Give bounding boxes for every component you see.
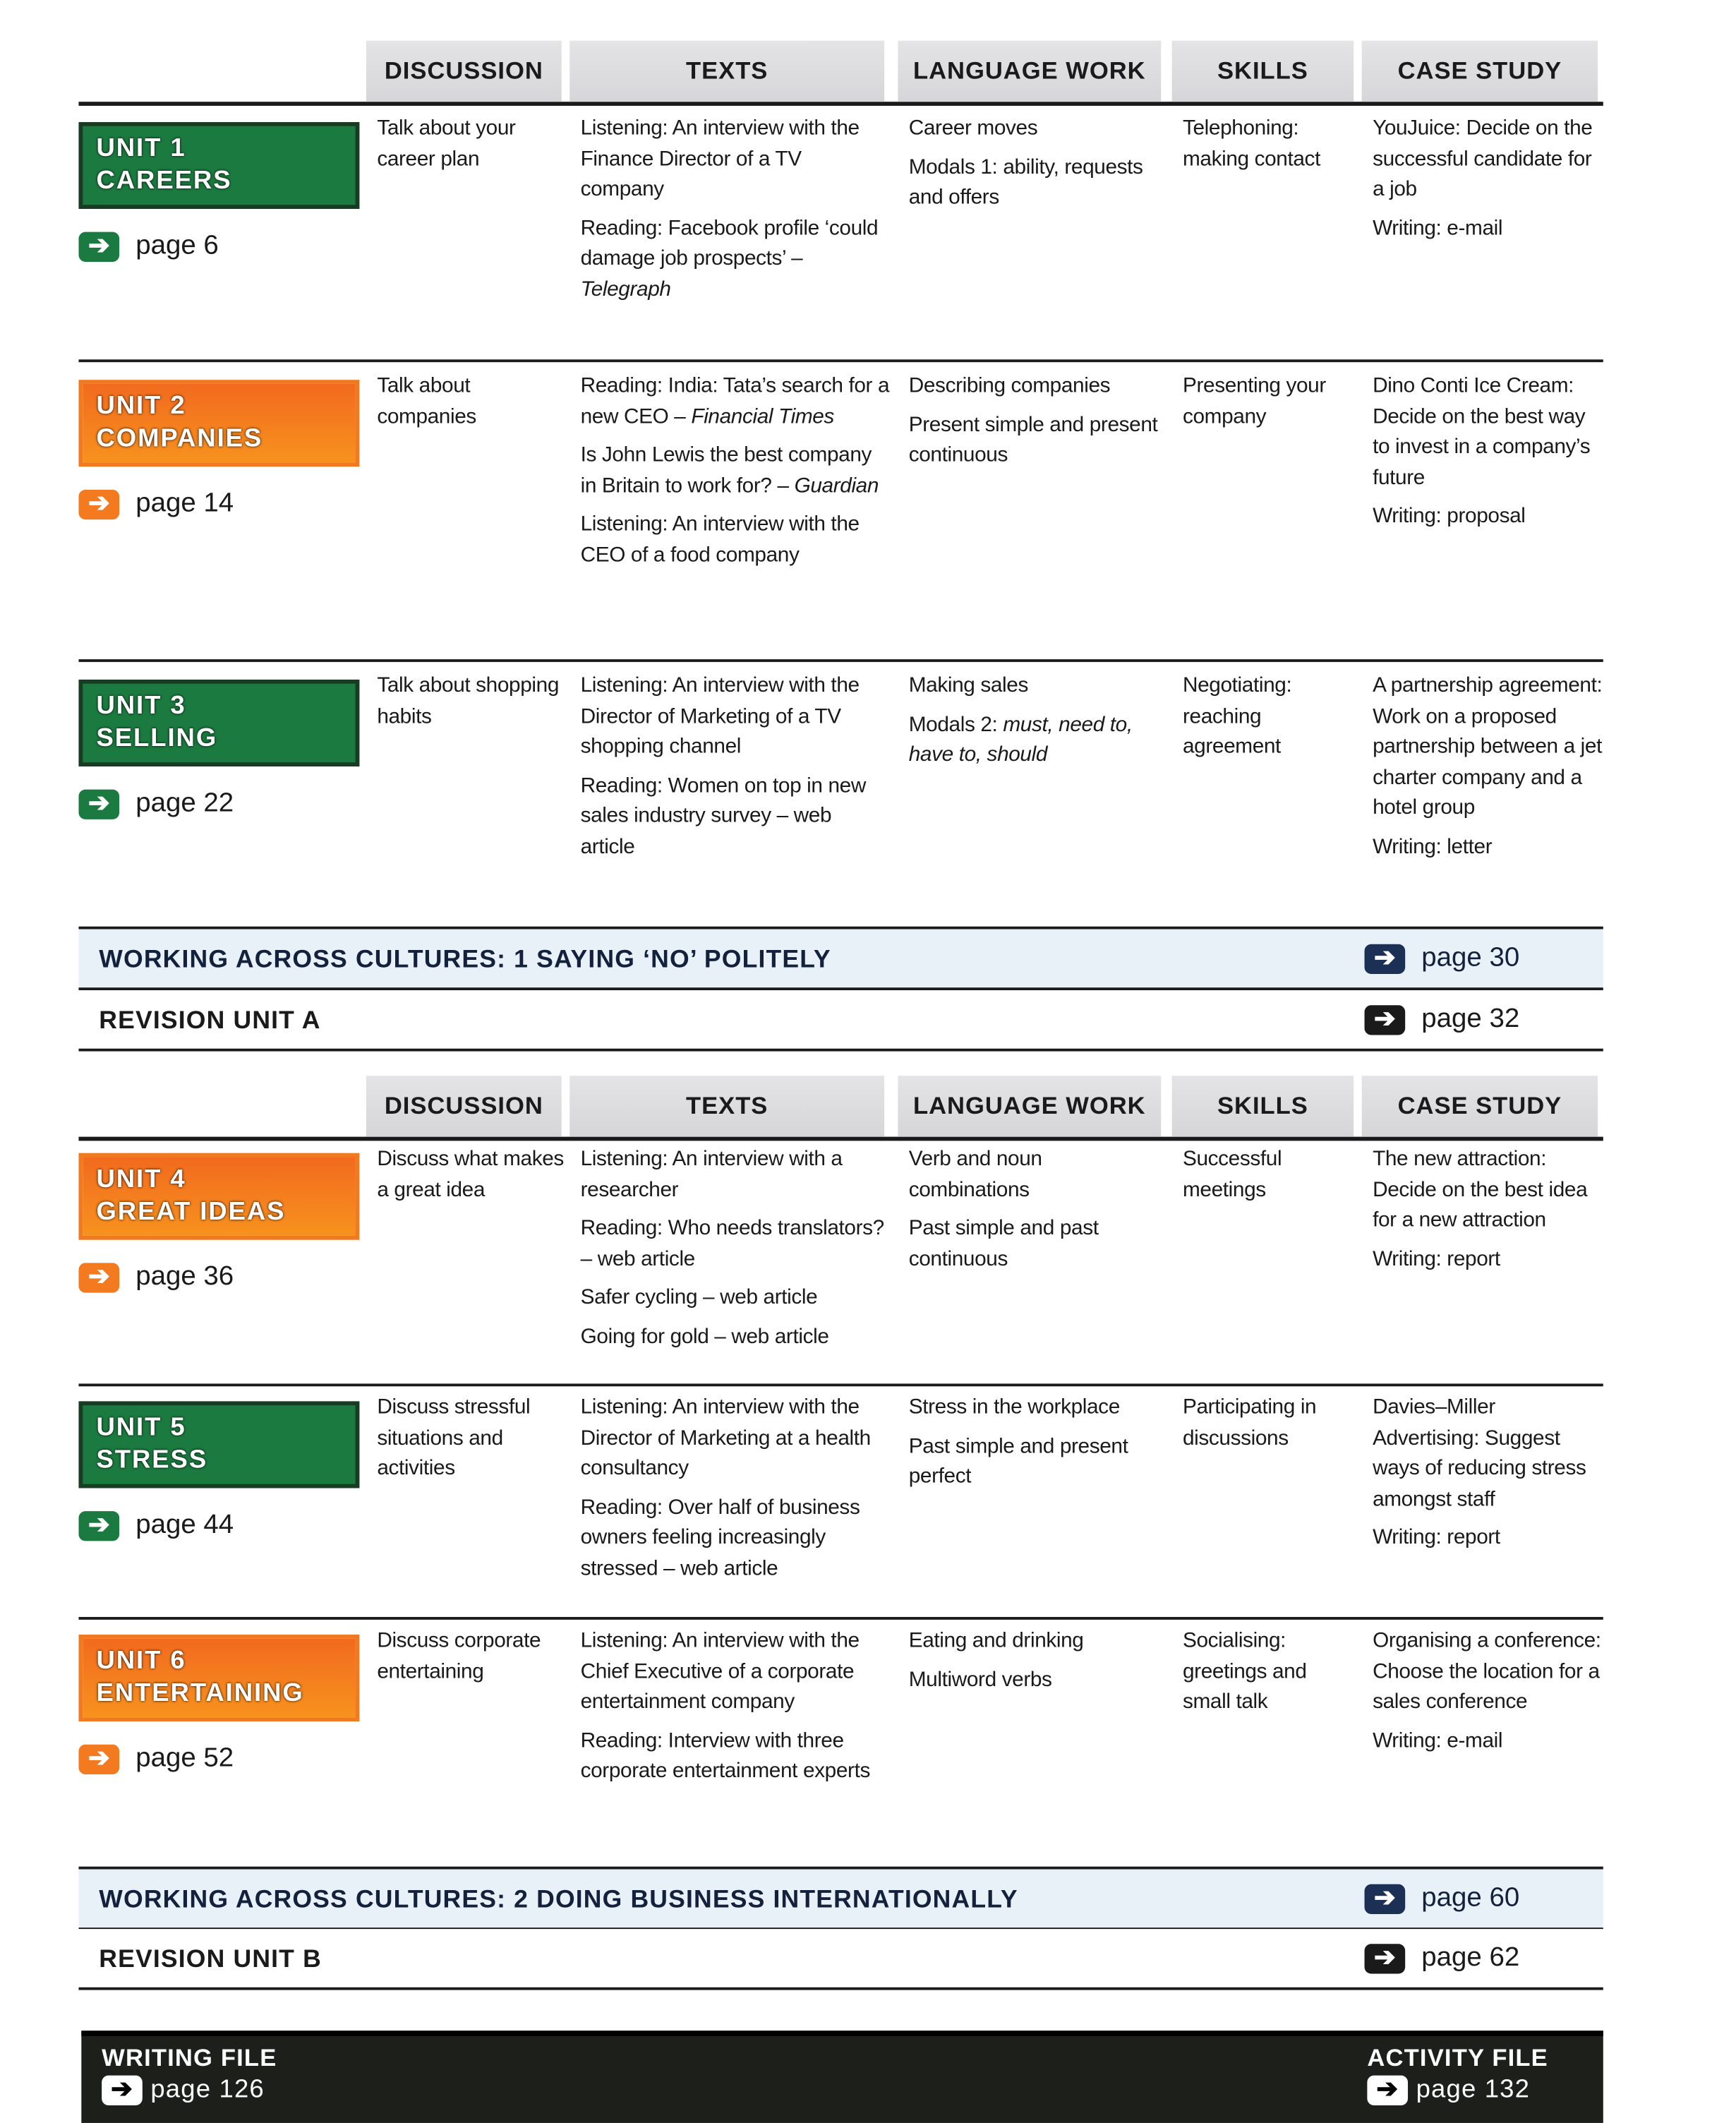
paragraph-text: Writing: e-mail (1373, 1728, 1503, 1752)
paragraph-text: Reading: Who needs translators? – web article (580, 1217, 884, 1270)
cell-texts (581, 114, 890, 313)
cell-paragraph (1373, 671, 1603, 824)
cell-paragraph (1373, 1393, 1603, 1515)
cell-case-study (1373, 1626, 1603, 1764)
paragraph-text: Career moves (908, 116, 1038, 140)
arrow-right-icon: ➔ (1365, 1004, 1406, 1034)
unit-title-box[interactable] (78, 1635, 359, 1721)
arrow-right-icon: ➔ (78, 789, 119, 819)
paragraph-text: Successful meetings (1182, 1148, 1282, 1201)
cell-paragraph (581, 372, 890, 433)
cell-paragraph (581, 114, 890, 205)
cell-language-work (909, 1393, 1167, 1501)
cell-paragraph (377, 1393, 567, 1485)
unit-title-box[interactable] (78, 1401, 359, 1488)
cell-paragraph (377, 671, 567, 732)
paragraph-text: Listening: An interview with the CEO of a food company (580, 512, 860, 567)
arrow-right-icon: ➔ (102, 2076, 143, 2105)
cell-texts (581, 1626, 890, 1795)
arrow-right-icon: ➔ (78, 1744, 119, 1774)
unit-number: UNIT 1 (96, 134, 186, 163)
working-across-cultures-row[interactable] (78, 930, 1603, 990)
paragraph-text: Past simple and present perfect (908, 1434, 1128, 1488)
cell-case-study (1373, 671, 1603, 871)
page-number: page 30 (1421, 942, 1520, 973)
paragraph-text: Modals 2: (908, 713, 1003, 736)
arrow-right-icon: ➔ (78, 489, 119, 519)
column-header-discussion: DISCUSSION (366, 1076, 562, 1136)
column-header-discussion: DISCUSSION (366, 41, 562, 102)
paragraph-text: Modals 1: ability, requests and offers (908, 155, 1143, 209)
arrow-right-icon: ➔ (1365, 1943, 1406, 1973)
cell-paragraph (581, 510, 890, 571)
paragraph-text: Is John Lewis the best company in Britain to work for? – (580, 443, 872, 498)
cell-discussion (377, 1393, 567, 1493)
paragraph-text: Reading: India: Tata’s search for a new CEO – (580, 374, 890, 428)
cell-skills (1183, 1626, 1359, 1726)
cell-texts (581, 1393, 890, 1593)
cell-paragraph (909, 1432, 1167, 1493)
cell-paragraph (581, 1322, 890, 1352)
paragraph-source: Financial Times (691, 404, 834, 428)
paragraph-text: Writing: report (1373, 1247, 1500, 1270)
page-number: page 44 (135, 1510, 234, 1540)
cell-paragraph (1183, 372, 1359, 433)
page-number: page 6 (135, 230, 219, 261)
cell-language-work (909, 1145, 1167, 1283)
cell-paragraph (581, 771, 890, 863)
cell-paragraph (1373, 1244, 1603, 1275)
cell-paragraph (1183, 1626, 1359, 1718)
paragraph-text: Socialising: greetings and small talk (1182, 1629, 1307, 1714)
cell-skills (1183, 1393, 1359, 1462)
cell-paragraph (909, 114, 1167, 144)
column-header-language-work: LANGUAGE WORK (898, 41, 1161, 102)
cell-paragraph (581, 1493, 890, 1584)
cell-paragraph (1183, 114, 1359, 174)
paragraph-text: Writing: proposal (1373, 504, 1526, 528)
paragraph-text: Safer cycling – web article (580, 1286, 818, 1309)
arrow-right-icon: ➔ (1365, 944, 1406, 973)
cell-paragraph (1183, 1393, 1359, 1454)
page-number: page 32 (1421, 1004, 1520, 1034)
unit-page-link[interactable] (78, 231, 218, 262)
cell-skills (1183, 1145, 1359, 1214)
cell-skills (1183, 114, 1359, 183)
column-header-row (78, 41, 1603, 106)
cell-skills (1183, 372, 1359, 441)
page-number: page 126 (150, 2075, 265, 2105)
arrow-right-icon: ➔ (1365, 1884, 1406, 1913)
paragraph-source: Guardian (794, 474, 879, 498)
paragraph-text: Reading: Facebook profile ‘could damage job prospects’ – (580, 216, 879, 270)
paragraph-text: YouJuice: Decide on the successful candidate for a job (1373, 116, 1593, 201)
paragraph-source: must, need to, have to, should (908, 713, 1133, 766)
paragraph-text: Reading: Over half of business owners feeling increasingly stressed – web article (580, 1496, 860, 1580)
unit-number: UNIT 2 (96, 392, 186, 421)
cell-discussion (377, 114, 567, 183)
band-label: REVISION UNIT A (99, 1004, 321, 1033)
unit-row (78, 363, 1603, 662)
cell-texts (581, 372, 890, 579)
band-label: WORKING ACROSS CULTURES: 2 DOING BUSINESS INTERNATIONALLY (99, 1883, 1018, 1913)
unit-title-box[interactable] (78, 380, 359, 467)
paragraph-text: Going for gold – web article (580, 1324, 829, 1348)
cell-paragraph (581, 1393, 890, 1485)
paragraph-source: Telegraph (580, 277, 671, 301)
cell-paragraph (909, 410, 1167, 471)
unit-page-link[interactable] (78, 488, 234, 519)
paragraph-text: Listening: An interview with the Chief Executive of a corporate entertainment company (580, 1629, 860, 1714)
paragraph-text: Writing: report (1373, 1526, 1500, 1549)
unit-name: ENTERTAINING (96, 1679, 304, 1708)
paragraph-text: Listening: An interview with the Director of Marketing of a TV shopping channel (580, 674, 860, 759)
paragraph-text: Present simple and present continuous (908, 413, 1158, 467)
cell-paragraph (581, 1626, 890, 1718)
cell-paragraph (909, 152, 1167, 213)
cell-paragraph (909, 1214, 1167, 1275)
cell-paragraph (1373, 1626, 1603, 1718)
unit-title-box[interactable] (78, 122, 359, 209)
cell-paragraph (581, 441, 890, 502)
band-page-link[interactable] (1365, 1942, 1520, 1973)
paragraph-text: Past simple and past continuous (908, 1217, 1099, 1270)
footer-band (81, 2031, 1603, 2123)
cell-language-work (909, 1626, 1167, 1704)
cell-paragraph (909, 1626, 1167, 1656)
revision-unit-row[interactable] (78, 1929, 1603, 1990)
cell-paragraph (1373, 1145, 1603, 1237)
paragraph-text: Participating in discussions (1182, 1395, 1317, 1450)
page-number: page 60 (1421, 1882, 1520, 1913)
paragraph-text: Discuss stressful situations and activities (377, 1395, 531, 1480)
paragraph-text: Talk about companies (377, 374, 476, 428)
cell-paragraph (1373, 1726, 1603, 1757)
page-number: page 132 (1416, 2075, 1531, 2105)
column-header-skills: SKILLS (1172, 1076, 1354, 1136)
cell-paragraph (377, 1626, 567, 1687)
unit-title-box[interactable] (78, 1153, 359, 1240)
paragraph-text: Writing: letter (1373, 834, 1493, 858)
unit-row (78, 1385, 1603, 1620)
page-number: page 52 (135, 1743, 234, 1774)
paragraph-text: Stress in the workplace (908, 1395, 1120, 1419)
paragraph-text: Verb and noun combinations (908, 1148, 1042, 1201)
cell-paragraph (377, 1145, 567, 1205)
cell-paragraph (909, 1393, 1167, 1424)
paragraph-text: Organising a conference: Choose the location for a sales conference (1373, 1629, 1601, 1714)
cell-paragraph (377, 372, 567, 433)
paragraph-text: Discuss what makes a great idea (377, 1148, 564, 1201)
paragraph-text: Multiword verbs (908, 1668, 1052, 1691)
cell-paragraph (1373, 502, 1603, 532)
unit-page-link[interactable] (78, 1261, 234, 1292)
cell-paragraph (909, 710, 1167, 771)
cell-language-work (909, 114, 1167, 222)
cell-paragraph (1373, 832, 1603, 862)
paragraph-text: Writing: e-mail (1373, 216, 1503, 240)
unit-number: UNIT 4 (96, 1165, 186, 1194)
band-label: REVISION UNIT B (99, 1943, 322, 1972)
cell-paragraph (1183, 1145, 1359, 1205)
paragraph-text: Listening: An interview with the Finance Director of a TV company (580, 116, 860, 201)
column-header-row (78, 1076, 1603, 1141)
unit-name: GREAT IDEAS (96, 1198, 286, 1227)
paragraph-text: Talk about shopping habits (377, 674, 560, 728)
cell-paragraph (1373, 114, 1603, 205)
page-link[interactable] (1367, 2076, 1548, 2105)
page-number: page 14 (135, 488, 234, 519)
cell-skills (1183, 671, 1359, 771)
band-page-link[interactable] (1365, 943, 1520, 974)
page-number: page 62 (1421, 1942, 1520, 1973)
writing-file-link[interactable] (102, 2044, 277, 2105)
cell-discussion (377, 1145, 567, 1214)
paragraph-text: Describing companies (908, 374, 1111, 398)
column-header-language-work: LANGUAGE WORK (898, 1076, 1161, 1136)
arrow-right-icon: ➔ (78, 1262, 119, 1292)
cell-paragraph (581, 1145, 890, 1205)
unit-row (78, 106, 1603, 362)
cell-paragraph (1373, 1523, 1603, 1553)
column-header-case-study: CASE STUDY (1362, 41, 1598, 102)
cell-paragraph (377, 114, 567, 174)
cell-discussion (377, 671, 567, 740)
cell-discussion (377, 372, 567, 441)
cell-paragraph (1373, 372, 1603, 494)
unit-number: UNIT 3 (96, 692, 186, 721)
paragraph-text: The new attraction: Decide on the best idea for a new attraction (1373, 1148, 1588, 1232)
cell-language-work (909, 372, 1167, 480)
arrow-right-icon: ➔ (78, 231, 119, 261)
cell-texts (581, 671, 890, 871)
cell-paragraph (909, 1145, 1167, 1205)
unit-title-box[interactable] (78, 680, 359, 766)
cell-paragraph (581, 1283, 890, 1313)
writing-file-label: WRITING FILE (102, 2044, 277, 2071)
cell-paragraph (581, 1726, 890, 1787)
unit-name: SELLING (96, 724, 218, 753)
band-label: WORKING ACROSS CULTURES: 1 SAYING ‘NO’ POLITELY (99, 943, 831, 973)
unit-page-link[interactable] (78, 788, 234, 819)
activity-file-label: ACTIVITY FILE (1367, 2044, 1548, 2071)
activity-file-link[interactable] (1367, 2044, 1548, 2105)
arrow-right-icon: ➔ (78, 1510, 119, 1540)
unit-name: CAREERS (96, 167, 232, 196)
unit-row (78, 663, 1603, 930)
unit-name: COMPANIES (96, 424, 263, 453)
unit-name: STRESS (96, 1445, 208, 1475)
unit-number: UNIT 6 (96, 1647, 186, 1676)
cell-case-study (1373, 372, 1603, 541)
column-header-case-study: CASE STUDY (1362, 1076, 1598, 1136)
cell-paragraph (909, 372, 1167, 402)
paragraph-text: Talk about your career plan (377, 116, 516, 171)
unit-row (78, 1618, 1603, 1870)
cell-paragraph (909, 671, 1167, 702)
band-page-link[interactable] (1365, 1883, 1520, 1914)
column-header-skills: SKILLS (1172, 41, 1354, 102)
arrow-right-icon: ➔ (1367, 2076, 1408, 2105)
paragraph-text: Eating and drinking (908, 1629, 1084, 1652)
cell-paragraph (581, 671, 890, 763)
cell-paragraph (1183, 671, 1359, 763)
paragraph-text: Negotiating: reaching agreement (1182, 674, 1292, 759)
paragraph-text: Listening: An interview with a researcher (580, 1148, 843, 1201)
cell-paragraph (1373, 214, 1603, 244)
paragraph-text: Telephoning: making contact (1182, 116, 1320, 171)
cell-paragraph (581, 214, 890, 306)
unit-page-link[interactable] (78, 1510, 234, 1541)
unit-number: UNIT 5 (96, 1413, 186, 1443)
unit-page-link[interactable] (78, 1743, 234, 1774)
paragraph-text: Dino Conti Ice Cream: Decide on the best way to invest in a company’s future (1373, 374, 1591, 489)
working-across-cultures-row[interactable] (78, 1870, 1603, 1930)
cell-case-study (1373, 1393, 1603, 1562)
revision-unit-row[interactable] (78, 990, 1603, 1051)
cell-paragraph (909, 1665, 1167, 1695)
column-header-texts: TEXTS (569, 41, 884, 102)
cell-texts (581, 1145, 890, 1361)
paragraph-text: Making sales (908, 674, 1028, 697)
page-number: page 36 (135, 1261, 234, 1292)
cell-language-work (909, 671, 1167, 779)
page-number: page 22 (135, 788, 234, 818)
paragraph-text: A partnership agreement: Work on a proposed partnership between a jet charter company and a hotel group (1373, 674, 1603, 819)
paragraph-text: Listening: An interview with the Director of Marketing at a health consultancy (580, 1395, 871, 1480)
paragraph-text: Reading: Women on top in new sales industry survey – web article (580, 774, 866, 858)
cell-case-study (1373, 1145, 1603, 1283)
paragraph-text: Discuss corporate entertaining (377, 1629, 541, 1683)
paragraph-text: Davies–Miller Advertising: Suggest ways of reducing stress amongst staff (1373, 1395, 1586, 1511)
unit-row (78, 1137, 1603, 1387)
page-link[interactable] (102, 2076, 277, 2105)
cell-paragraph (581, 1214, 890, 1275)
band-page-link[interactable] (1365, 1004, 1520, 1035)
cell-case-study (1373, 114, 1603, 252)
paragraph-text: Presenting your company (1182, 374, 1326, 428)
paragraph-text: Reading: Interview with three corporate entertainment experts (580, 1728, 870, 1783)
column-header-texts: TEXTS (569, 1076, 884, 1136)
cell-discussion (377, 1626, 567, 1695)
